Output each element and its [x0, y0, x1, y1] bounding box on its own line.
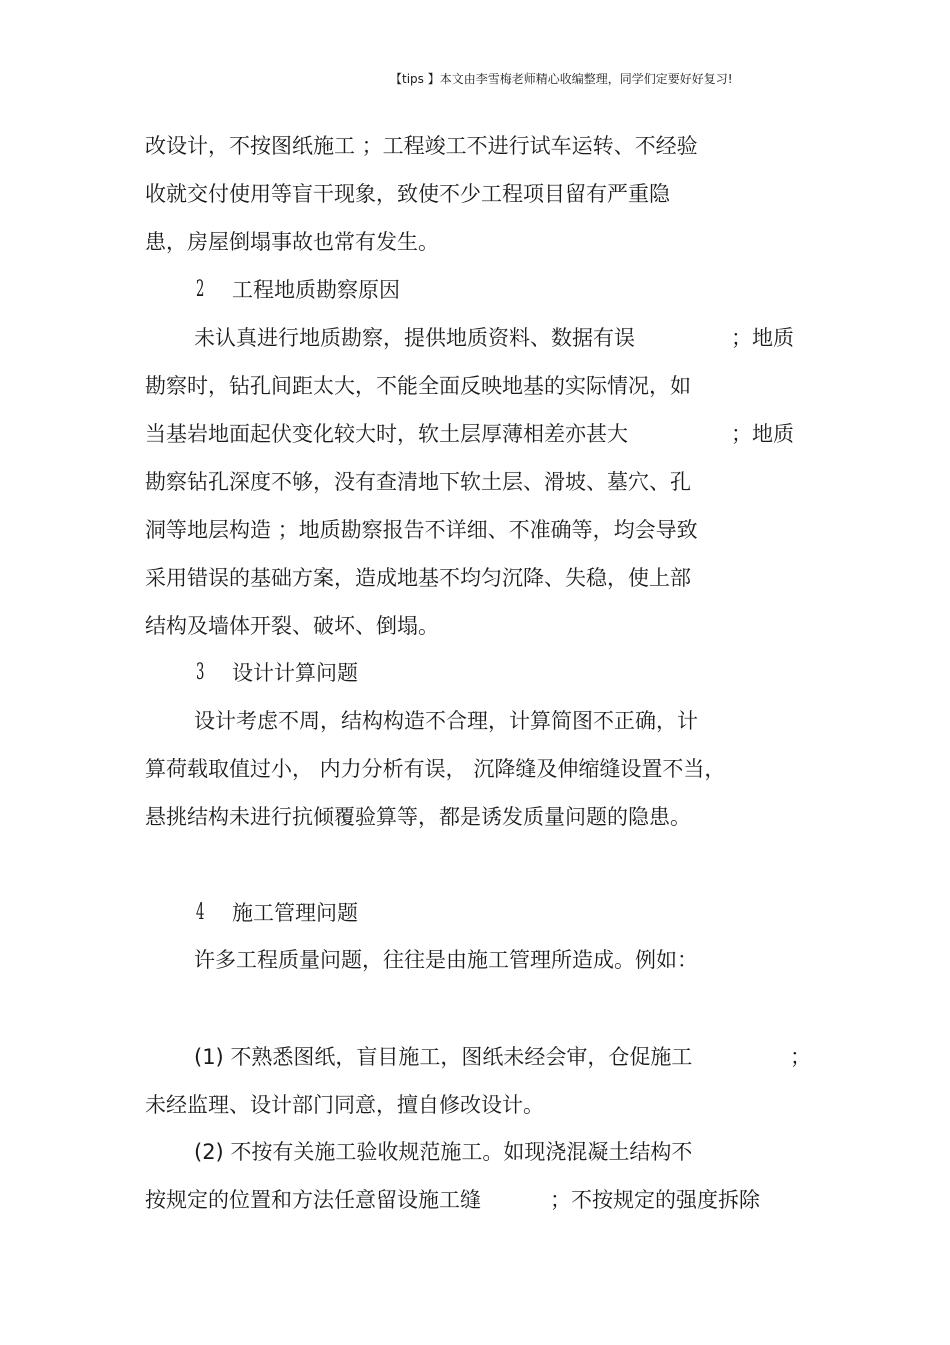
body-line: ；: [790, 1045, 811, 1069]
body-line: 算荷载取值过小， 内力分析有误， 沉降缝及伸缩缝设置不当，: [145, 757, 726, 781]
section-number: 2: [196, 277, 205, 302]
body-line: 勘察钻孔深度不够，没有查清地下软土层、滑坡、墓穴、孔: [145, 470, 691, 494]
body-line: 未经监理、设计部门同意，擅自修改设计。: [145, 1093, 544, 1117]
body-line: ；地质: [731, 326, 794, 350]
body-line: 患，房屋倒塌事故也常有发生。: [145, 230, 439, 254]
body-line: 未认真进行地质勘察，提供地质资料、数据有误: [194, 326, 635, 350]
body-line: 收就交付使用等盲干现象，致使不少工程项目留有严重隐: [145, 182, 670, 206]
body-line: (2) 不按有关施工验收规范施工。如现浇混凝土结构不: [194, 1140, 693, 1164]
body-line: 采用错误的基础方案，造成地基不均匀沉降、失稳，使上部: [145, 566, 691, 590]
body-line: 许多工程质量问题，往往是由施工管理所造成。例如：: [194, 948, 698, 972]
body-line: 按规定的位置和方法任意留设施工缝: [145, 1188, 481, 1212]
body-line: 勘察时，钻孔间距太大，不能全面反映地基的实际情况，如: [145, 374, 691, 398]
body-line: ；地质: [731, 422, 794, 446]
body-line: 悬挑结构未进行抗倾覆验算等，都是诱发质量问题的隐患。: [145, 805, 691, 829]
section-title: 设计计算问题: [232, 661, 358, 685]
section-title: 施工管理问题: [232, 901, 358, 925]
body-line: 当基岩地面起伏变化较大时，软土层厚薄相差亦甚大: [145, 422, 628, 446]
body-line: 改设计，不按图纸施工 ；工程竣工不进行试车运转、不经验: [145, 134, 698, 158]
section-title: 工程地质勘察原因: [232, 278, 400, 302]
body-line: 设计考虑不周，结构构造不合理，计算简图不正确，计: [194, 709, 698, 733]
header-tips: 【tips 】本文由李雪梅老师精心收编整理，同学们定要好好复习!: [390, 72, 733, 86]
body-line: 洞等地层构造 ；地质勘察报告不详细、不准确等，均会导致: [145, 518, 698, 542]
section-number: 4: [196, 900, 205, 925]
body-line: ；不按规定的强度拆除: [550, 1188, 760, 1212]
body-line: (1) 不熟悉图纸，盲目施工，图纸未经会审，仓促施工: [194, 1045, 693, 1069]
section-number: 3: [196, 660, 205, 685]
body-line: 结构及墙体开裂、破坏、倒塌。: [145, 614, 439, 638]
